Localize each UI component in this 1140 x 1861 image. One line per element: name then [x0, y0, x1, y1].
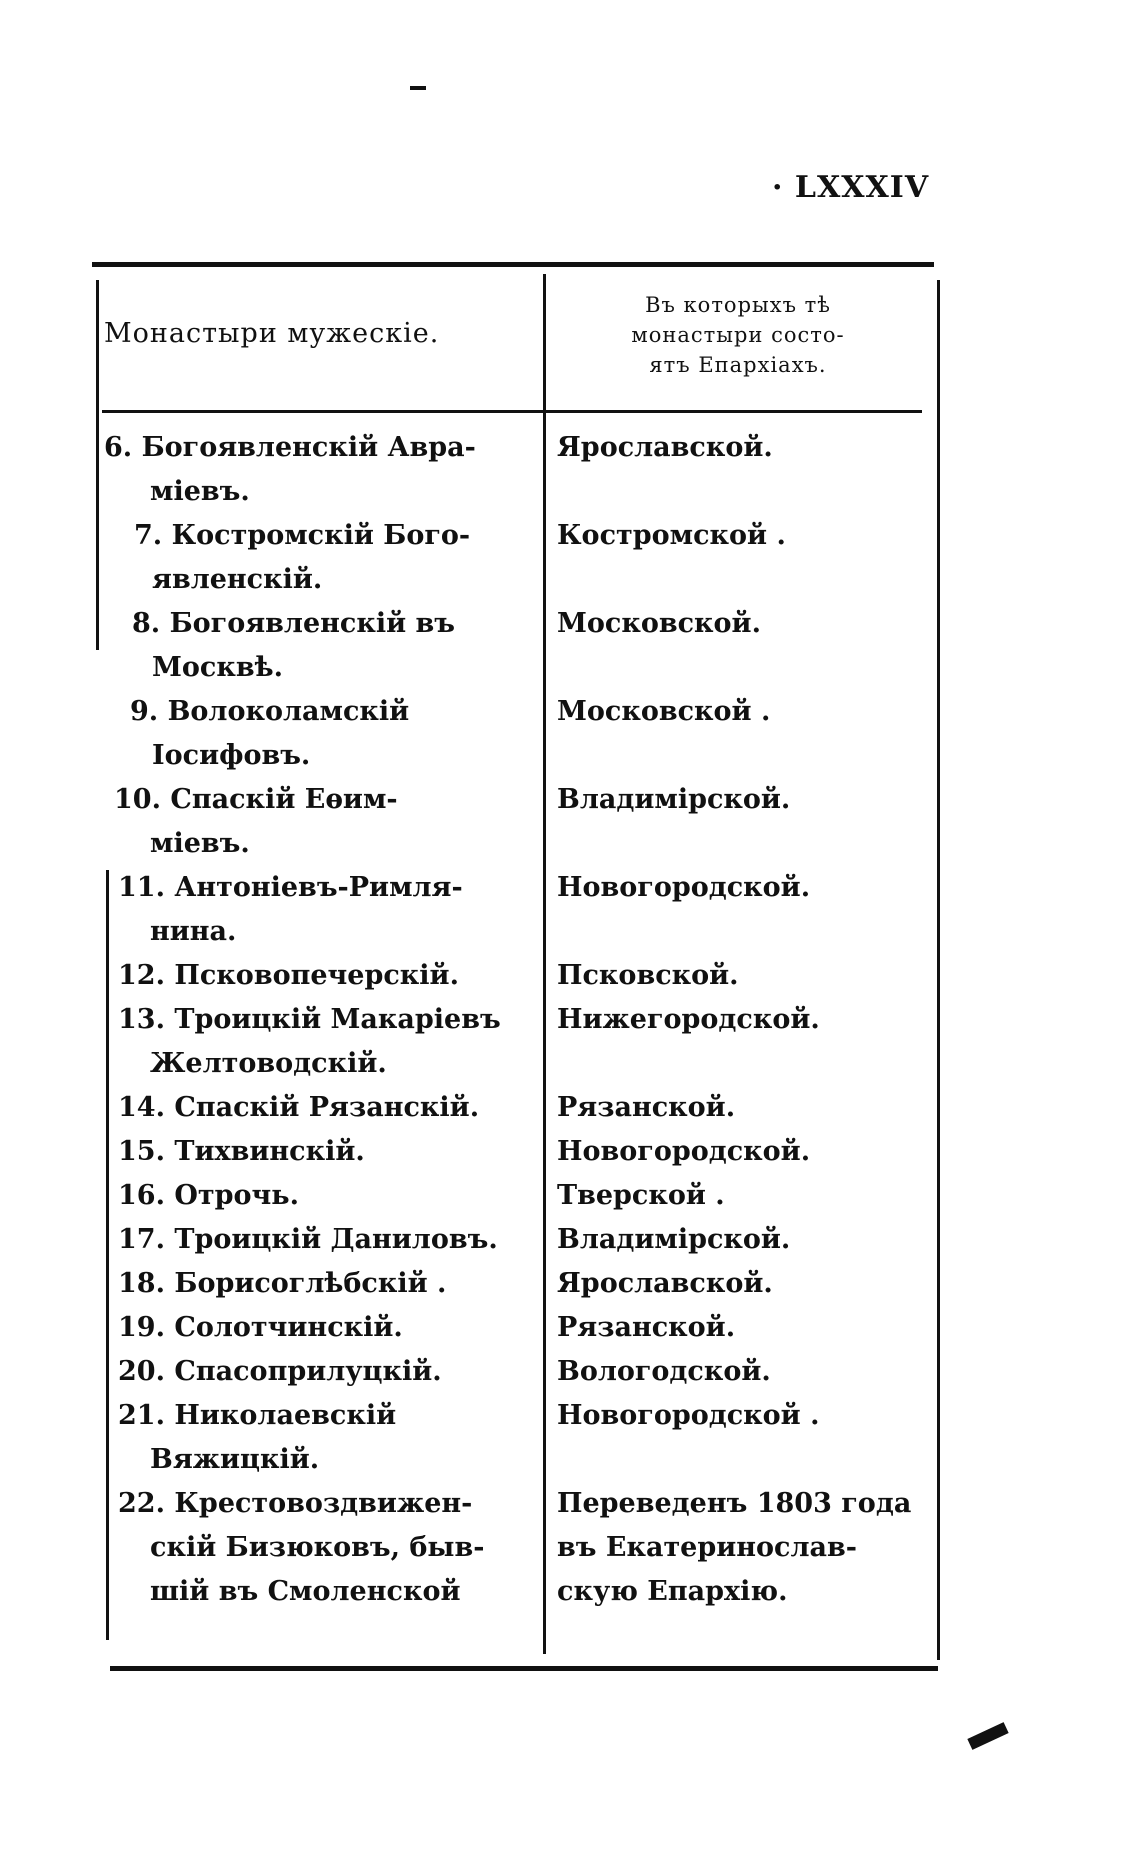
- monastery-name: скій Бизюковъ, быв-: [150, 1532, 485, 1563]
- eparchy-name: Рязанской.: [557, 1092, 736, 1123]
- eparchy-name: Вологодской.: [557, 1356, 771, 1387]
- header-right-line: ятъ Епархіахъ.: [649, 353, 827, 377]
- header-right-line: Въ которыхъ тѣ: [645, 293, 831, 317]
- stray-dash-mark: [410, 86, 426, 90]
- table-left-border-lower: [106, 870, 109, 1640]
- table-column-divider: [543, 274, 546, 1654]
- monastery-name: нина.: [150, 916, 237, 947]
- monastery-name: 17. Троицкій Даниловъ.: [118, 1224, 498, 1255]
- monastery-name: 13. Троицкій Макаріевъ: [118, 1004, 501, 1035]
- eparchy-name: Тверской .: [557, 1180, 725, 1211]
- monastery-name: 15. Тихвинскій.: [118, 1136, 365, 1167]
- monastery-name: 22. Крестовоздвижен-: [118, 1488, 473, 1519]
- monastery-name: 20. Спасоприлуцкій.: [118, 1356, 442, 1387]
- monastery-name: 21. Николаевскій: [118, 1400, 397, 1431]
- ink-mark: [967, 1722, 1008, 1750]
- monastery-name: Іосифовъ.: [152, 740, 311, 771]
- eparchy-name: Московской .: [557, 696, 771, 727]
- eparchy-name: Владимірской.: [557, 1224, 791, 1255]
- monastery-name: 7. Костромскій Бого-: [134, 520, 471, 551]
- monastery-name: Желтоводскій.: [150, 1048, 387, 1079]
- monastery-name: 18. Борисоглѣбскій .: [118, 1268, 447, 1299]
- monastery-name: 19. Солотчинскій.: [118, 1312, 403, 1343]
- monastery-name: Москвѣ.: [152, 652, 283, 683]
- eparchy-name: Владимірской.: [557, 784, 791, 815]
- eparchy-name: Рязанской.: [557, 1312, 736, 1343]
- table-left-border: [96, 280, 99, 650]
- eparchy-name: Переведенъ 1803 года: [557, 1488, 912, 1519]
- table-bottom-rule: [110, 1666, 938, 1671]
- monastery-name: 16. Отрочь.: [118, 1180, 299, 1211]
- monastery-name: 10. Спаскій Еѳим-: [114, 784, 398, 815]
- eparchy-name: Новогородской.: [557, 1136, 811, 1167]
- header-right-line: монастыри состо-: [631, 323, 845, 347]
- eparchy-name: скую Епархію.: [557, 1576, 788, 1607]
- eparchy-name: Нижегородской.: [557, 1004, 820, 1035]
- eparchy-name: Новогородской .: [557, 1400, 820, 1431]
- monastery-name: 6. Богоявленскій Авра-: [104, 432, 476, 463]
- table-right-border: [937, 280, 940, 1660]
- monastery-name: міевъ.: [150, 476, 250, 507]
- monastery-name: 8. Богоявленскій въ: [132, 608, 455, 639]
- column-header-monasteries: Монастыри мужескіе.: [104, 318, 440, 349]
- monastery-name: явленскій.: [152, 564, 323, 595]
- eparchy-name: Новогородской.: [557, 872, 811, 903]
- eparchy-name: въ Екатеринослав-: [557, 1532, 857, 1563]
- monastery-name: 12. Псковопечерскій.: [118, 960, 459, 991]
- monastery-name: 11. Антоніевъ-Римля-: [118, 872, 463, 903]
- monastery-name: Вяжицкій.: [150, 1444, 320, 1475]
- monastery-name: міевъ.: [150, 828, 250, 859]
- table-header-rule: [102, 410, 922, 413]
- table-top-rule: [92, 262, 934, 267]
- column-header-eparchies: [558, 290, 918, 380]
- monastery-name: 9. Волоколамскій: [130, 696, 410, 727]
- page-number: · LXXXIV: [772, 170, 930, 205]
- eparchy-name: Московской.: [557, 608, 761, 639]
- eparchy-name: Псковской.: [557, 960, 739, 991]
- eparchy-name: Ярославской.: [557, 432, 773, 463]
- monastery-name: 14. Спаскій Рязанскій.: [118, 1092, 480, 1123]
- eparchy-name: Костромской .: [557, 520, 786, 551]
- monastery-name: шій въ Смоленской: [150, 1576, 461, 1607]
- eparchy-name: Ярославской.: [557, 1268, 773, 1299]
